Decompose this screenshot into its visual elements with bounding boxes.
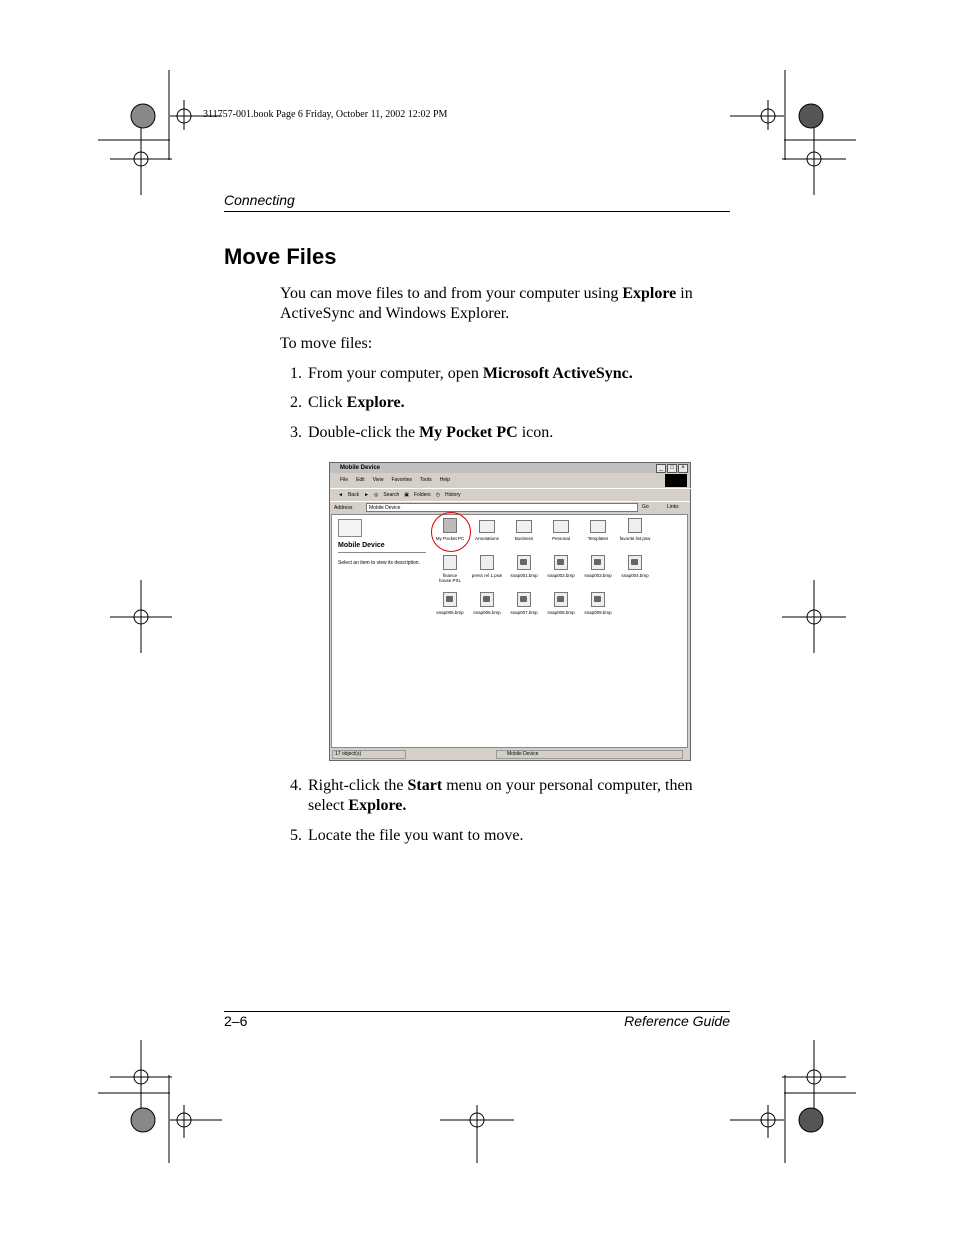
file-item[interactable] [469, 518, 505, 541]
step-text-line2: select [308, 797, 349, 814]
file-item[interactable] [432, 555, 468, 583]
file-item[interactable] [617, 518, 653, 541]
file-item[interactable] [580, 555, 616, 578]
status-object-count: 17 object(s) [332, 750, 406, 759]
toolbar [330, 488, 698, 501]
file-item-label: Templates [587, 536, 609, 541]
file-item[interactable] [432, 592, 468, 615]
left-pane-description: Select an item to view its description. [338, 560, 420, 566]
intro-text: You can move files to and from your computer using [280, 285, 623, 302]
go-button: Go [642, 504, 649, 510]
toolbar-folders: Folders [413, 492, 431, 498]
step-bold-line2: Explore. [348, 797, 407, 814]
intro-bold: Explore [622, 285, 677, 302]
file-item-label: finance house.PXL [438, 573, 462, 583]
explorer-window-screenshot [329, 462, 691, 761]
file-item[interactable] [543, 592, 579, 615]
folder-icon [590, 520, 606, 533]
file-item-label: favorite list.psw [619, 536, 651, 541]
folder-icon [553, 520, 569, 533]
file-item[interactable] [469, 592, 505, 615]
file-item[interactable] [543, 555, 579, 578]
menu-edit: Edit [356, 477, 365, 483]
folder-icon [516, 520, 532, 533]
folders-icon: ▣ [404, 492, 409, 498]
forward-arrow-icon: ► [364, 492, 370, 498]
intro-paragraph [280, 284, 740, 324]
step-bold: Explore. [346, 394, 405, 411]
window-title: Mobile Device [340, 465, 381, 471]
file-item[interactable] [506, 555, 542, 578]
file-item-label: Business [514, 536, 534, 541]
bmp-icon [554, 592, 568, 607]
footer-rule [224, 1011, 730, 1012]
file-item[interactable] [543, 518, 579, 541]
file-item-label: snap002.bmp [547, 573, 575, 578]
step-text: Double-click the [308, 424, 420, 441]
bmp-icon [628, 555, 642, 570]
menu-bar [330, 475, 670, 486]
search-icon: ◎ [374, 492, 379, 498]
lead-in: To move files: [280, 335, 373, 352]
step-text: Click [308, 394, 347, 411]
address-bar [330, 501, 690, 514]
file-item-label: Annotations [475, 536, 499, 541]
toolbar-back: Back [347, 492, 360, 498]
windows-logo-icon [665, 474, 687, 487]
book-title: Reference Guide [624, 1013, 730, 1029]
folder-icon [338, 519, 362, 537]
menu-file: File [340, 477, 349, 483]
menu-tools: Tools [420, 477, 432, 483]
bmp-icon [517, 555, 531, 570]
file-item[interactable] [617, 555, 653, 578]
history-icon: ◷ [435, 492, 441, 498]
bmp-icon [591, 555, 605, 570]
step-text-end: icon. [517, 424, 554, 441]
folder-icon [479, 520, 495, 533]
file-item-label: My Pocket PC [435, 536, 465, 541]
step-number: 4. [290, 777, 302, 794]
toolbar-history: History [445, 492, 461, 498]
page-number: 2–6 [224, 1013, 248, 1029]
bmp-icon [443, 592, 457, 607]
step-number: 3. [290, 424, 302, 441]
running-header: Connecting [224, 192, 295, 208]
step-number: 2. [290, 394, 302, 411]
file-item[interactable] [506, 592, 542, 615]
file-item[interactable] [580, 518, 616, 541]
file-item-label: snap003.bmp [584, 573, 612, 578]
toolbar-search: Search [383, 492, 400, 498]
intro-text-end: in ActiveSync and Windows Explorer. [280, 285, 693, 322]
file-item-label: snap001.bmp [510, 573, 538, 578]
section-title: Move Files [224, 244, 337, 269]
file-item[interactable] [469, 555, 505, 578]
step-2 [290, 393, 740, 413]
address-field: Mobile Device [366, 503, 638, 512]
links-button: Links [667, 504, 679, 510]
step-bold: Microsoft ActiveSync. [482, 365, 633, 382]
explorer-content [331, 514, 688, 748]
left-pane-rule [338, 552, 426, 553]
menu-view: View [372, 477, 384, 483]
step-text: Locate the file you want to move. [308, 827, 524, 844]
bmp-icon [554, 555, 568, 570]
bmp-icon [480, 592, 494, 607]
bmp-icon [591, 592, 605, 607]
step-bold: Start [407, 777, 443, 794]
step-5 [290, 826, 740, 846]
file-item-label: snap004.bmp [621, 573, 649, 578]
file-item[interactable] [506, 518, 542, 541]
step-number: 5. [290, 827, 302, 844]
back-arrow-icon: ◄ [338, 492, 343, 498]
window-titlebar [330, 463, 690, 473]
step-3 [290, 423, 740, 443]
status-bar [330, 749, 690, 759]
file-item[interactable] [580, 592, 616, 615]
file-item-label: press rel 1.psw [471, 573, 503, 578]
doc-icon [628, 518, 642, 533]
highlight-circle [431, 512, 471, 552]
step-text-end: menu on your personal computer, then [442, 777, 693, 794]
bmp-icon [517, 592, 531, 607]
left-pane-title: Mobile Device [338, 542, 385, 549]
left-pane [332, 515, 428, 747]
file-item-label: snap009.bmp [584, 610, 612, 615]
menu-help: Help [439, 477, 450, 483]
header-rule [224, 211, 730, 212]
step-bold: My Pocket PC [419, 424, 518, 441]
maximize-icon: □ [667, 464, 677, 473]
address-label: Address [334, 505, 353, 511]
doc-icon [443, 555, 457, 570]
close-icon: × [678, 464, 688, 473]
step-text: From your computer, open [308, 365, 483, 382]
step-1 [290, 364, 740, 384]
doc-icon [480, 555, 494, 570]
file-item-label: snap005.bmp [436, 610, 464, 615]
status-location: Mobile Device [496, 750, 683, 759]
step-number: 1. [290, 365, 302, 382]
file-item-label: snap006.bmp [473, 610, 501, 615]
file-item-label: snap008.bmp [547, 610, 575, 615]
file-item-label: snap007.bmp [510, 610, 538, 615]
step-4 [290, 776, 740, 816]
print-slug: 311757-001.book Page 6 Friday, October 11, 2002 12:02 PM [203, 109, 448, 120]
menu-favorites: Favorites [391, 477, 412, 483]
file-item-label: Personal [552, 536, 570, 541]
step-text: Right-click the [308, 777, 408, 794]
minimize-icon: _ [656, 464, 666, 473]
